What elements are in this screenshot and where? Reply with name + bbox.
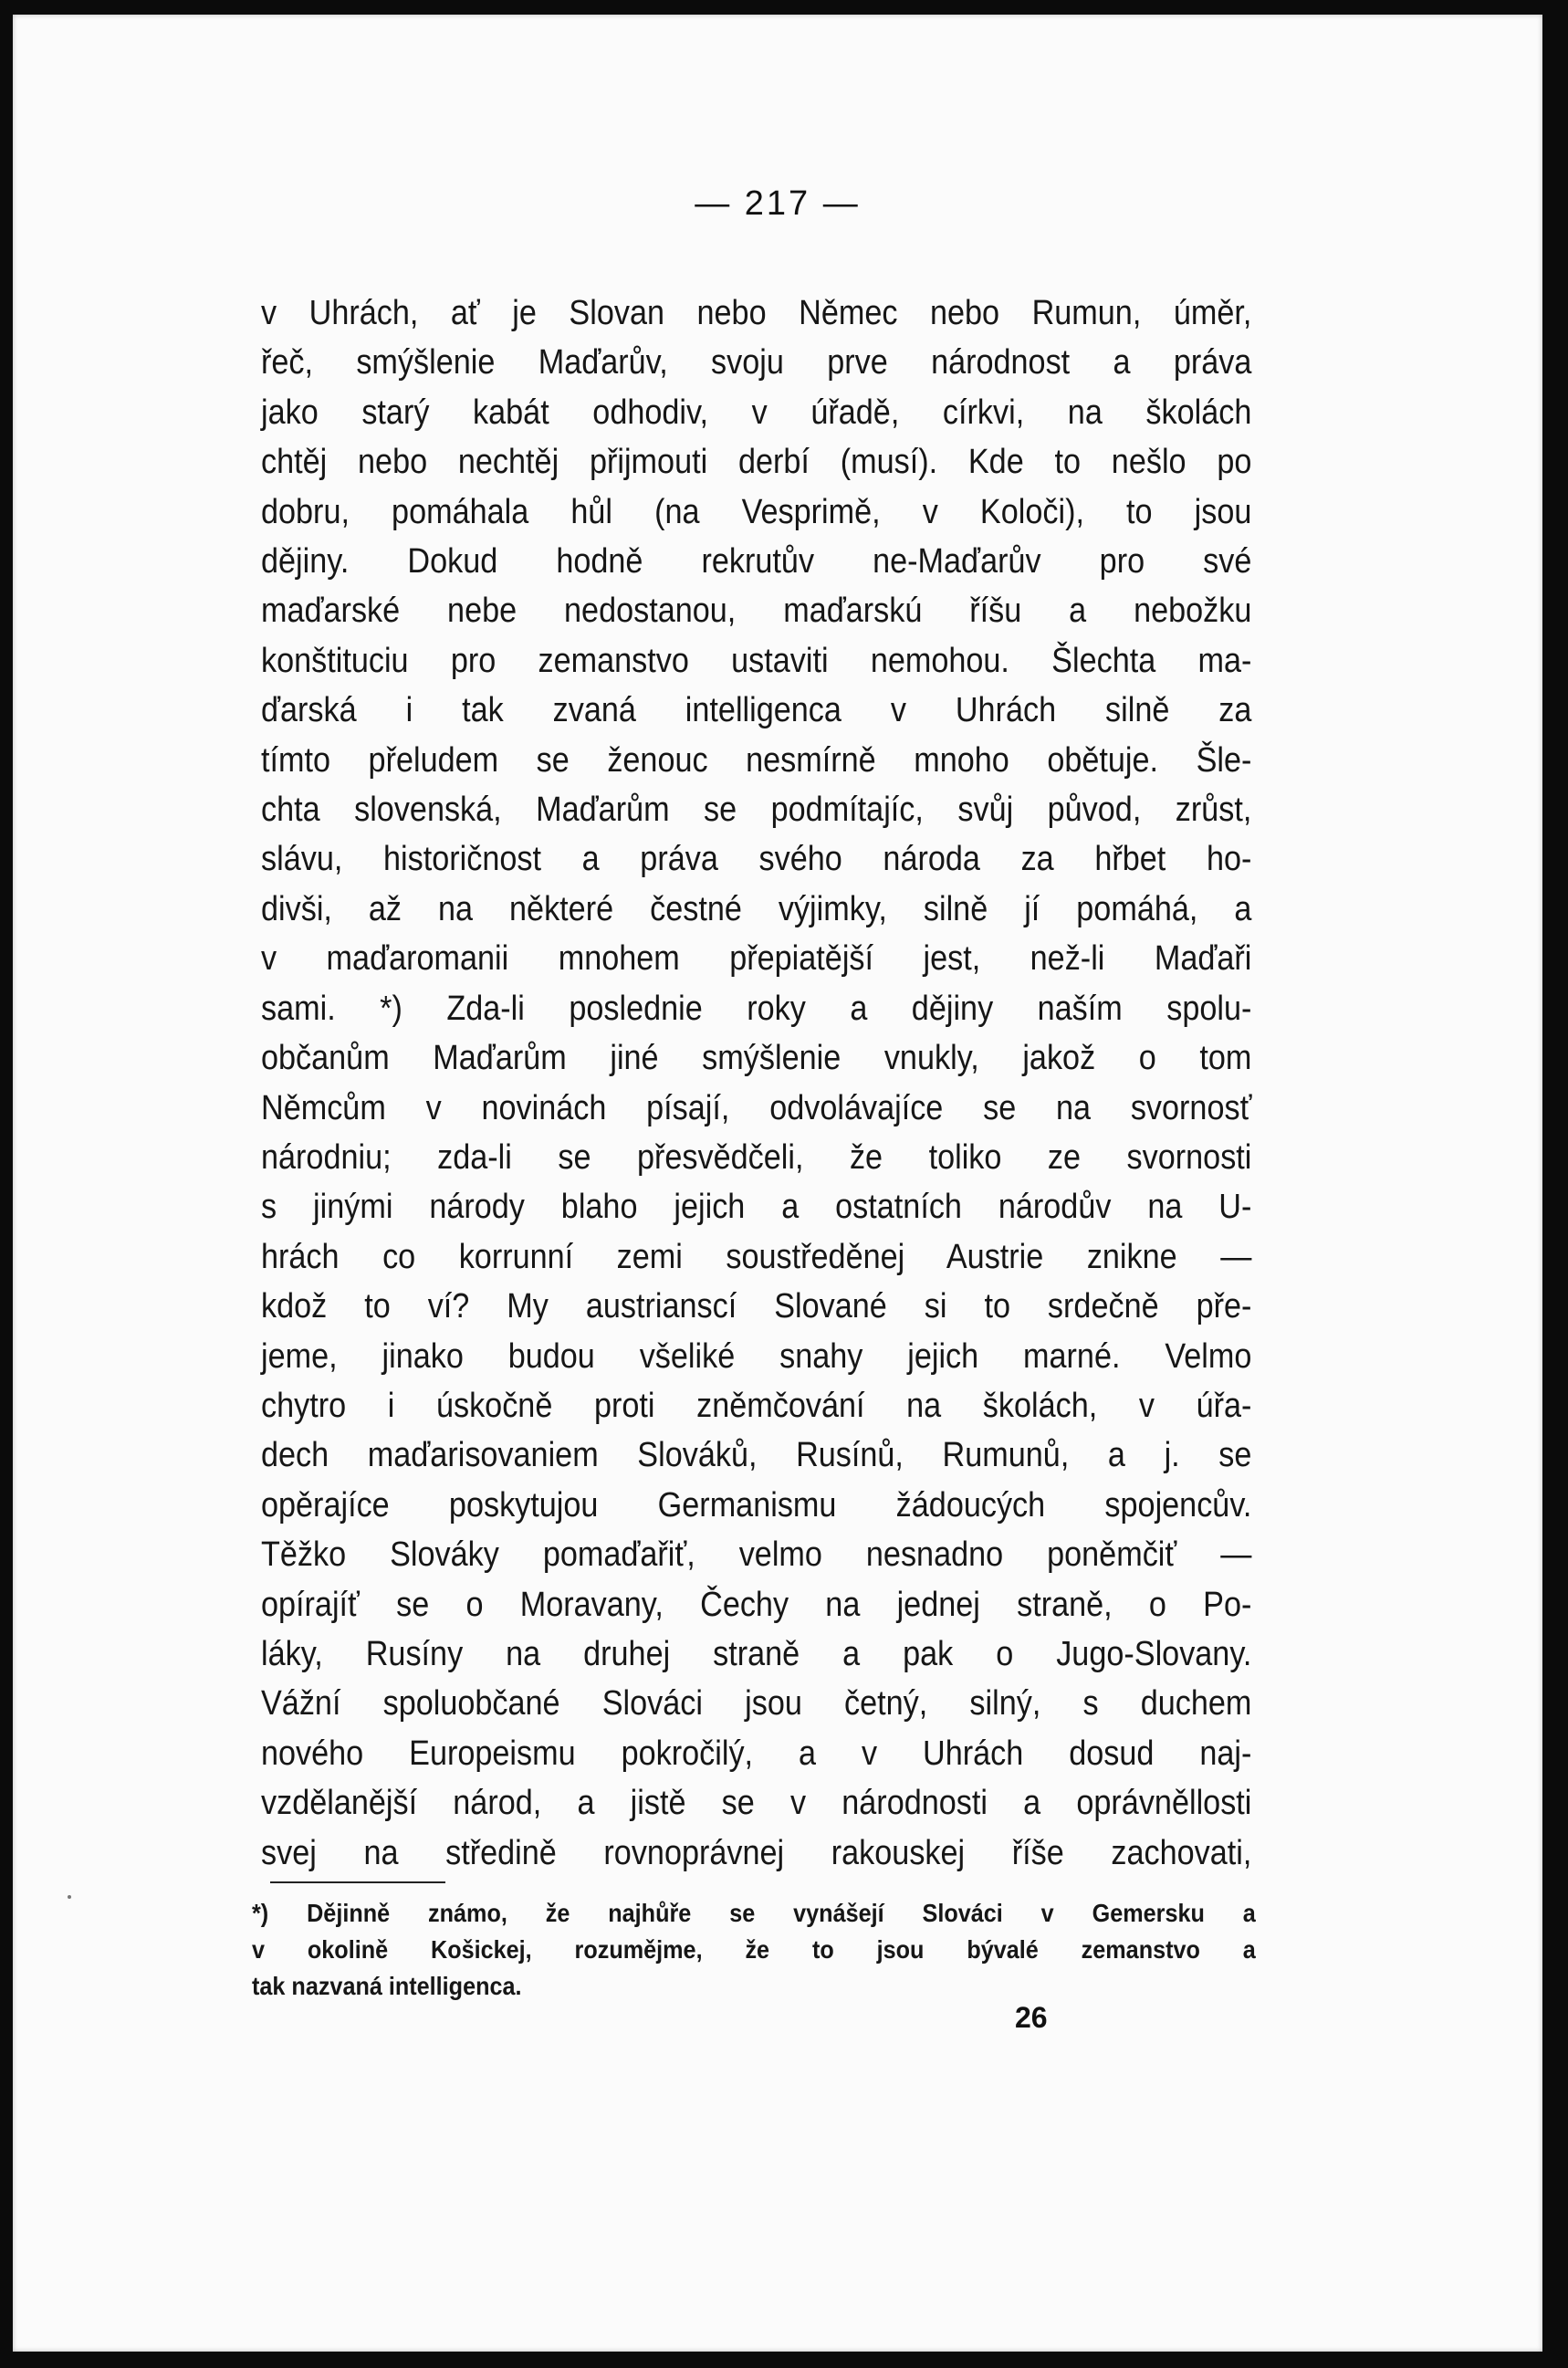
text-line: chtěj nebo nechtěj přijmouti derbí (musí). Kde to nešlo po bbox=[261, 443, 1252, 482]
text-line: sami. *) Zda-li poslednie roky a dějiny naším spolu- bbox=[261, 989, 1252, 1028]
printer-signature-mark: 26 bbox=[1015, 2001, 1048, 2034]
footnote-line: v okolině Košickej, rozumějme, že to jsou bývalé zemanstvo a bbox=[252, 1935, 1256, 1964]
text-line: jeme, jinako budou všeliké snahy jejich marné. Velmo bbox=[261, 1336, 1252, 1376]
text-line: vzdělanější národ, a jistě se v národnosti a oprávněllosti bbox=[261, 1784, 1252, 1823]
text-line: v Uhrách, ať je Slovan nebo Němec nebo Rumun, úměr, bbox=[261, 294, 1252, 332]
text-line: láky, Rusíny na druhej straně a pak o Jugo-Slovany. bbox=[261, 1634, 1252, 1673]
footnote-divider bbox=[270, 1881, 445, 1883]
body-text bbox=[261, 288, 1252, 1878]
text-line: ďarská i tak zvaná intelligenca v Uhrách silně za bbox=[261, 691, 1252, 730]
text-line: chta slovenská, Maďarům se podmítajíc, svůj původ, zrůst, bbox=[261, 791, 1252, 830]
text-line: dobru, pomáhala hůl (na Vesprimě, v Koloči), to jsou bbox=[261, 492, 1252, 531]
text-line: občanům Maďarům jiné smýšlenie vnukly, jakož o tom bbox=[261, 1039, 1252, 1078]
text-line: dech maďarisovaniem Slováků, Rusínů, Rumunů, a j. se bbox=[261, 1436, 1252, 1475]
text-line: Němcům v novinách písají, odvolávajíce se na svornosť bbox=[261, 1088, 1252, 1127]
text-line: tímto přeludem se ženouc nesmírně mnoho obětuje. Šle- bbox=[261, 740, 1252, 780]
text-line: jako starý kabát odhodiv, v úřadě, církvi, na školách bbox=[261, 393, 1252, 432]
text-line: Těžko Slováky pomaďařiť, velmo nesnadno poněmčiť — bbox=[261, 1535, 1252, 1575]
text-line: svej na středině rovnoprávnej rakouskej říše zachovati, bbox=[261, 1833, 1252, 1872]
text-line: hrách co korrunní zemi soustředěnej Austrie znikne — bbox=[261, 1237, 1252, 1276]
footnote-line: *) Dějinně známo, že najhůře se vynášejí Slováci v Gemersku a bbox=[252, 1899, 1256, 1927]
text-line: národniu; zda-li se přesvědčeli, že toliko ze svornosti bbox=[261, 1137, 1252, 1177]
text-line: konštituciu pro zemanstvo ustaviti nemohou. Šlechta ma- bbox=[261, 641, 1252, 680]
text-line: divši, až na některé čestné výjimky, silně jí pomáhá, a bbox=[261, 889, 1252, 928]
text-line: opěrajíce poskytujou Germanismu žádoucých spojencův. bbox=[261, 1485, 1252, 1525]
footnote-line: tak nazvaná intelligenca. bbox=[252, 1972, 522, 2000]
text-line: dějiny. Dokud hodně rekrutův ne-Maďarův pro své bbox=[261, 542, 1252, 582]
scan-speck bbox=[68, 1895, 71, 1899]
text-line: opírajíť se o Moravany, Čechy na jednej straně, o Po- bbox=[261, 1585, 1252, 1624]
text-line: řeč, smýšlenie Maďarův, svoju prve národnost a práva bbox=[261, 343, 1252, 382]
book-page bbox=[13, 15, 1542, 2352]
text-line: Vážní spoluobčané Slováci jsou četný, silný, s duchem bbox=[261, 1684, 1252, 1724]
text-line: kdož to ví? My austrianscí Slované si to srdečně pře- bbox=[261, 1287, 1252, 1326]
text-line: nového Europeismu pokročilý, a v Uhrách dosud naj- bbox=[261, 1734, 1252, 1773]
page-number-header: — 217 — bbox=[695, 184, 861, 223]
text-line: slávu, historičnost a práva svého národa za hřbet ho- bbox=[261, 840, 1252, 879]
text-line: s jinými národy blaho jejich a ostatních národův na U- bbox=[261, 1188, 1252, 1227]
footnote bbox=[252, 1895, 1256, 2005]
text-line: maďarské nebe nedostanou, maďarskú říšu a nebožku bbox=[261, 592, 1252, 631]
text-line: chytro i úskočně proti zněmčování na školách, v úřa- bbox=[261, 1386, 1252, 1425]
text-line: v maďaromanii mnohem přepiatější jest, než-li Maďaři bbox=[261, 939, 1252, 979]
